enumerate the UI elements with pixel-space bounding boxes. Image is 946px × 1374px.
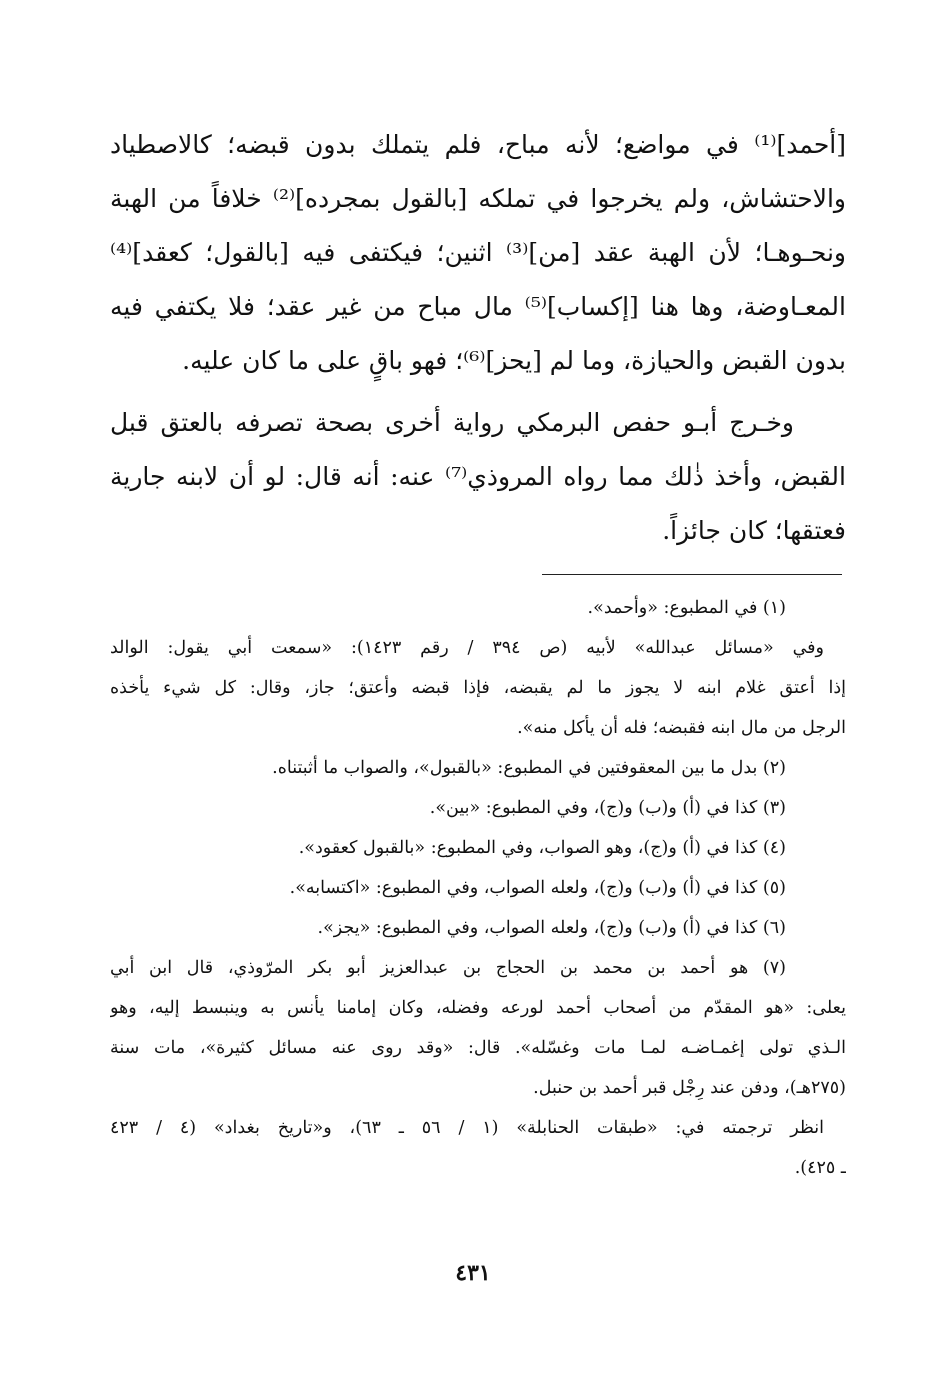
footnote-3: (٣) كذا في (أ) و(ب) و(ج)، وفي المطبوع: «بين».	[429, 798, 786, 818]
footnote-4: (٤) كذا في (أ) و(ج)، وهو الصواب، وفي المطبوع: «بالقبول كعقود».	[298, 838, 786, 858]
text-line: وخـرج أبـو حفص البرمكي رواية أخرى بصحة تصرفه بالعتق قبل	[110, 408, 794, 437]
footnote-line: يعلى: «هو المقدّم من أصحاب أحمد لورعه وفضله، وكان إمامنا يأنس به وينبسط إليه، وهو	[110, 998, 846, 1018]
paragraph	[110, 396, 846, 558]
paragraph	[110, 118, 846, 388]
footnote-line: إذا أعتق غلام ابنه لا يجوز ما لم يقبضه، فإذا قبضه وأعتق؛ جاز، وقال: كل شيء يأخذه	[110, 678, 846, 698]
footnote-line: (١) في المطبوع: «وأحمد».	[587, 598, 786, 618]
footnote-line: الرجل من مال ابنه فقبضه؛ فله أن يأكل منه».	[517, 718, 846, 738]
text-line: ونحـوهـا؛ لأن الهبة عقد [من]⁽³⁾ اثنين؛ فيكتفى فيه [بالقول؛ كعقد]⁽⁴⁾	[110, 238, 846, 267]
footnote-7-reference	[110, 1108, 846, 1188]
page-number: ٤٣١	[455, 1260, 491, 1286]
text-line: بدون القبض والحيازة، وما لم [يحز]⁽⁶⁾؛ فهو باقٍ على ما كان عليه.	[182, 346, 846, 375]
text-line: المعـاوضة، وها هنا [إكساب]⁽⁵⁾ مال مباح من غير عقد؛ فلا يكتفي فيه	[110, 292, 846, 321]
footnote-line: وفي «مسائل عبدالله» لأبيه (ص ٣٩٤ / رقم ١٤٢٣): «سمعت أبي يقول: الوالد	[110, 638, 824, 658]
footnote-line: ـ ٤٢٥).	[794, 1158, 846, 1178]
footnote-7	[110, 948, 846, 1108]
footnote-separator	[542, 574, 842, 575]
text-line: فعتقها؛ كان جائزاً.	[662, 516, 846, 545]
footnotes	[110, 588, 846, 1188]
footnote-line: انظر ترجمته في: «طبقات الحنابلة» (١ / ٥٦ ـ ٦٣)، و«تاريخ بغداد» (٤ / ٤٢٣	[110, 1118, 824, 1138]
footnote-2: (٢) بدل ما بين المعقوفتين في المطبوع: «بالقبول»، والصواب ما أثبتناه.	[272, 758, 786, 778]
footnote-1	[110, 588, 846, 748]
text-line: القبض، وأخذ ذٰلك مما رواه المروذي⁽⁷⁾ عنه: أنه قال: لو أن لابنه جارية	[110, 462, 846, 491]
footnote-line: (٧) هو أحمد بن محمد بن الحجاج بن عبدالعزيز أبو بكر المرّوذي، قال ابن أبي	[110, 958, 786, 978]
text-line: والاحتشاش، ولم يخرجوا في تملكه [بالقول بمجرده]⁽²⁾ خلافاً من الهبة	[110, 184, 846, 213]
main-text	[110, 118, 846, 558]
text-line: [أحمد]⁽¹⁾ في مواضع؛ لأنه مباح، فلم يتملك بدون قبضه؛ كالاصطياد	[110, 130, 846, 159]
footnote-6: (٦) كذا في (أ) و(ب) و(ج)، ولعله الصواب، وفي المطبوع: «يجز».	[317, 918, 786, 938]
footnote-line: الـذي تولى إغمـاضـه لمـا مات وغسّله». قال: «وقد روى عنه مسائل كثيرة»، مات سنة	[110, 1038, 846, 1058]
footnote-5: (٥) كذا في (أ) و(ب) و(ج)، ولعله الصواب، وفي المطبوع: «اكتسابه».	[289, 878, 786, 898]
footnote-line: (٢٧٥هـ)، ودفن عند رِجْل قبر أحمد بن حنبل.	[533, 1078, 846, 1098]
